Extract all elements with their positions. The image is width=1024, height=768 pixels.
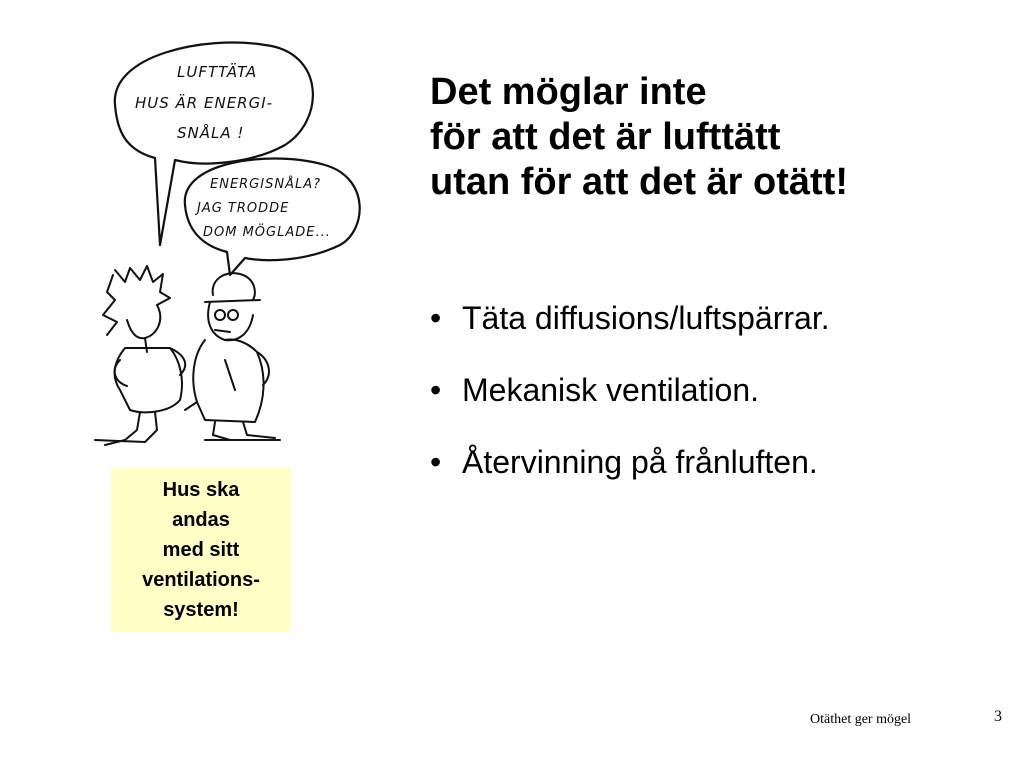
bullet-point-icon: • bbox=[430, 300, 442, 336]
callout-line: andas bbox=[172, 509, 230, 531]
title-line-1: Det möglar inte bbox=[430, 71, 707, 113]
bullet-text: Återvinning på frånluften. bbox=[462, 444, 818, 480]
title-line-2: för att det är lufttätt bbox=[430, 116, 781, 158]
bubble2-line2: JAG TRODDE bbox=[197, 201, 290, 216]
title-line-3: utan för att det är otätt! bbox=[430, 161, 848, 203]
cartoon-illustration bbox=[85, 30, 385, 450]
bubble2-line3: DOM MÖGLADE... bbox=[203, 225, 331, 240]
callout-line: Hus ska bbox=[162, 479, 240, 501]
bullet-list bbox=[430, 300, 1000, 516]
bubble1-line3: SNÅLA ! bbox=[177, 124, 245, 142]
man-figure bbox=[185, 273, 280, 440]
bubble1-line2: HUS ÄR ENERGI- bbox=[135, 94, 274, 112]
bubble1-line1: LUFTTÄTA bbox=[177, 63, 258, 81]
footer-text: Otäthet ger mögel bbox=[810, 712, 912, 727]
bullet-item bbox=[430, 300, 1000, 372]
bullet-text: Mekanisk ventilation. bbox=[462, 372, 760, 408]
slide-title bbox=[430, 70, 1000, 205]
bullet-point-icon: • bbox=[430, 444, 442, 480]
page-number: 3 bbox=[994, 708, 1002, 725]
callout-line: ventilations- bbox=[142, 569, 260, 591]
cartoon-drawing bbox=[85, 30, 385, 450]
bullet-item bbox=[430, 444, 1000, 516]
woman-figure bbox=[95, 266, 185, 445]
speech-bubble-2 bbox=[185, 158, 360, 275]
callout-box bbox=[111, 468, 291, 632]
bullet-point-icon: • bbox=[430, 372, 442, 408]
callout-line: med sitt bbox=[162, 539, 240, 561]
bullet-text: Täta diffusions/luftspärrar. bbox=[462, 300, 830, 336]
bubble2-line1: ENERGISNÅLA? bbox=[210, 177, 321, 192]
bullet-item bbox=[430, 372, 1000, 444]
callout-line: system! bbox=[163, 599, 239, 621]
